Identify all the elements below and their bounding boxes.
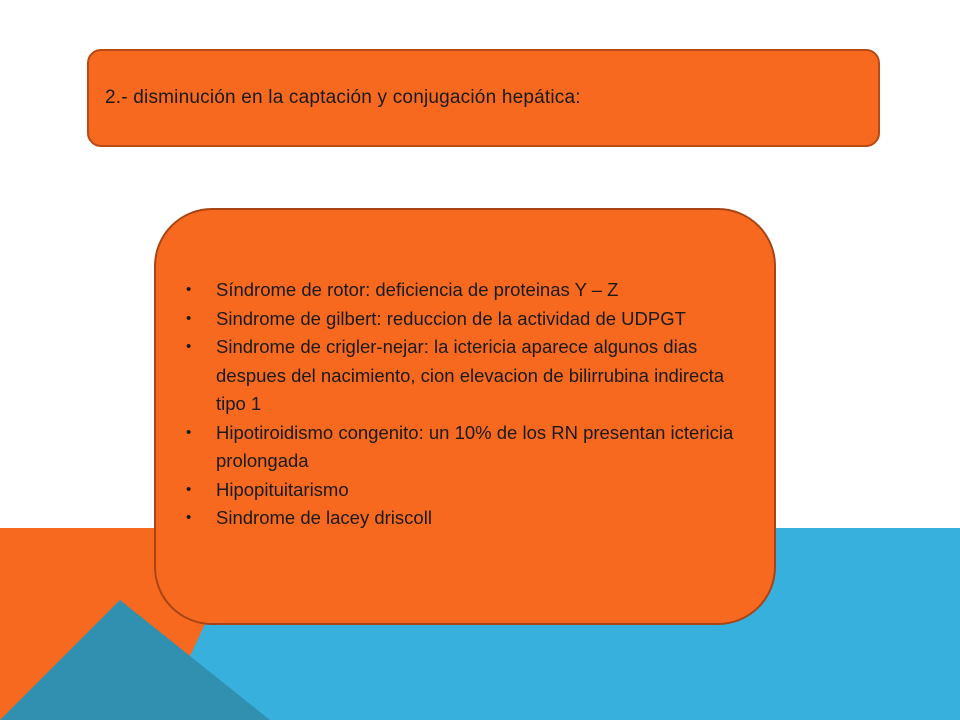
bullet-icon: • [186, 281, 192, 298]
list-item [186, 333, 746, 419]
bullet-icon: • [186, 338, 192, 355]
bullet-icon: • [186, 509, 192, 526]
title-box [87, 49, 880, 147]
list-item-text: Sindrome de crigler-nejar: la ictericia aparece algunos dias despues del nacimiento, cion elevacion de bilirrubina indirecta tipo 1 [216, 336, 725, 414]
list-item [186, 504, 746, 533]
bullet-icon: • [186, 480, 192, 498]
list-item [186, 305, 746, 334]
bullet-list [186, 276, 746, 533]
list-item-text: Síndrome de rotor: deficiencia de proteinas Y – Z [216, 279, 619, 300]
list-item [186, 276, 746, 305]
list-item-text: Sindrome de lacey driscoll [216, 507, 432, 528]
list-item-text: Hipopituitarismo [216, 478, 349, 500]
bullet-icon: • [186, 309, 192, 327]
slide-title: 2.- disminución en la captación y conjugación hepática: [105, 87, 581, 108]
content-box [154, 208, 776, 625]
bullet-icon: • [186, 423, 192, 441]
list-item-text: Hipotiroidismo congenito: un 10% de los RN presentan ictericia prolongada [216, 421, 734, 471]
list-item-text: Sindrome de gilbert: reduccion de la actividad de UDPGT [216, 307, 686, 329]
list-item [186, 476, 746, 505]
list-item [186, 419, 746, 476]
